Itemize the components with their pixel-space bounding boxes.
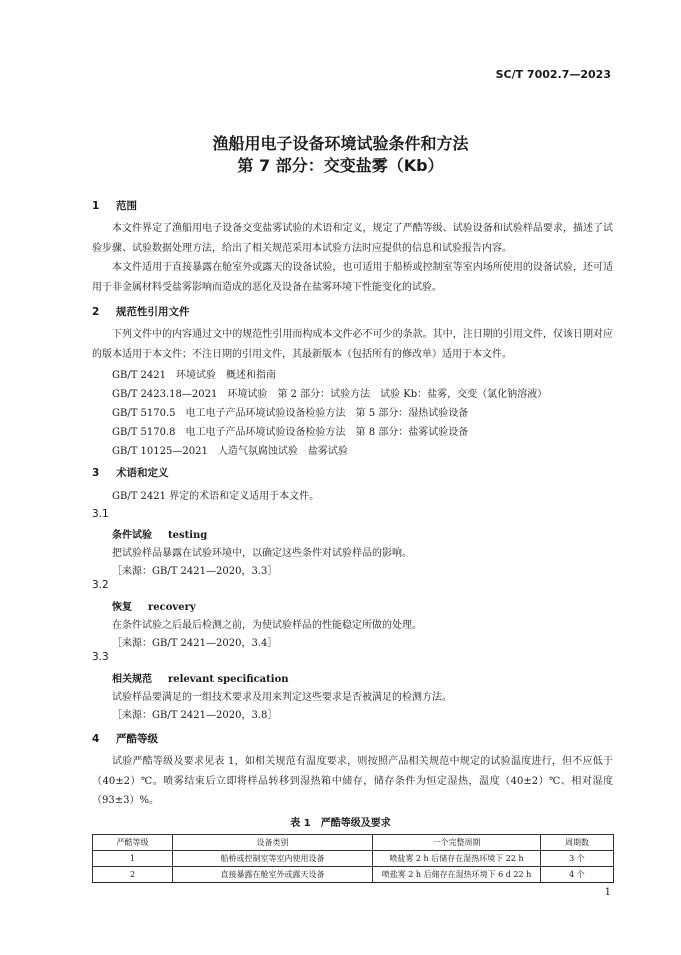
- document-title: 渔船用电子设备环境试验条件和方法: [212, 134, 469, 153]
- severity-paragraph: 试验严酷等级及要求见表 1，如相关规范有温度要求，则按照产品相关规范中规定的试验温度进行，但不应低于（40±2）℃。喷雾结束后立即将样品转移到湿热箱中储存，储存条件为恒定湿热，温度（40±2）℃、相对湿度（93±3）%。: [92, 756, 613, 806]
- reference-item: GB/T 2421 环境试验 概述和指南: [112, 370, 277, 381]
- table-cell: 喷盐雾 2 h 后储存在湿热环境下 22 h: [373, 851, 541, 867]
- table-row: [93, 867, 614, 883]
- term-source: ［来源：GB/T 2421—2020，3.4］: [112, 638, 278, 649]
- term-entry: 条件试验 testing: [112, 530, 208, 541]
- term-entry: 相关规范 relevant specification: [112, 674, 289, 685]
- table-cell: 直接暴露在舱室外或露天设备: [173, 867, 373, 883]
- section-heading-4: 4 严酷等级: [92, 733, 158, 745]
- table-row: [93, 851, 614, 867]
- table-header-cell: 周期数: [541, 835, 614, 851]
- table-cell: 船桥或控制室等室内使用设备: [173, 851, 373, 867]
- term-source: ［来源：GB/T 2421—2020，3.3］: [112, 566, 278, 577]
- reference-item: GB/T 10125—2021 人造气氛腐蚀试验 盐雾试验: [112, 446, 348, 457]
- table-cell: 4 个: [541, 867, 614, 883]
- reference-item: GB/T 5170.5 电工电子产品环境试验设备检验方法 第 5 部分：湿热试验设备: [112, 408, 469, 419]
- normative-paragraph: 下列文件中的内容通过文中的规范性引用而构成本文件必不可少的条款。其中，注日期的引用文件，仅该日期对应的版本适用于本文件；不注日期的引用文件，其最新版本（包括所有的修改单）适用于本文件。: [92, 329, 613, 360]
- term-number: 3.3: [92, 651, 109, 663]
- term-definition: 试验样品要满足的一组技术要求及用来判定这些要求是否被满足的检测方法。: [112, 692, 452, 703]
- scope-paragraph-1: 本文件界定了渔船用电子设备交变盐雾试验的术语和定义，规定了严酷等级、试验设备和试验样品要求，描述了试验步骤、试验数据处理方法，给出了相关规范采用本试验方法时应提供的信息和试验报告内容。: [92, 223, 613, 254]
- page-number: 1: [604, 887, 611, 898]
- scope-paragraph-2: 本文件适用于直接暴露在舱室外或露天的设备试验，也可适用于船桥或控制室等室内场所使用的设备试验，还可适用于非金属材料受盐雾影响而造成的恶化及设备在盐雾环境下性能变化的试验。: [92, 262, 613, 293]
- table-header-cell: 一个完整周期: [373, 835, 541, 851]
- severity-table: [92, 834, 614, 883]
- standard-code: SC/T 7002.7—2023: [495, 68, 611, 81]
- document-subtitle: 第 7 部分：交变盐雾（Kb）: [237, 156, 444, 175]
- table-cell: 1: [93, 851, 173, 867]
- term-definition: 在条件试验之后最后检测之前，为使试验样品的性能稳定所做的处理。: [112, 620, 422, 631]
- table-cell: 喷盐雾 2 h 后储存在湿热环境下 6 d 22 h: [373, 867, 541, 883]
- terms-intro: GB/T 2421 界定的术语和定义适用于本文件。: [112, 491, 320, 502]
- table-header-cell: 设备类别: [173, 835, 373, 851]
- reference-item: GB/T 5170.8 电工电子产品环境试验设备检验方法 第 8 部分：盐雾试验设备: [112, 427, 469, 438]
- reference-item: GB/T 2423.18—2021 环境试验 第 2 部分：试验方法 试验 Kb：盐雾，交变（氯化钠溶液）: [112, 389, 548, 400]
- table-header-cell: 严酷等级: [93, 835, 173, 851]
- section-heading-3: 3 术语和定义: [92, 467, 169, 479]
- term-definition: 把试验样品暴露在试验环境中，以确定这些条件对试验样品的影响。: [112, 548, 412, 559]
- term-entry: 恢复 recovery: [112, 602, 196, 613]
- section-heading-1: 1 范围: [92, 200, 137, 212]
- term-source: ［来源：GB/T 2421—2020，3.8］: [112, 710, 278, 721]
- table-cell: 2: [93, 867, 173, 883]
- table-header-row: [93, 835, 614, 851]
- term-number: 3.1: [92, 508, 109, 520]
- table-caption: 表 1 严酷等级及要求: [290, 818, 391, 829]
- table-cell: 3 个: [541, 851, 614, 867]
- term-number: 3.2: [92, 579, 109, 591]
- section-heading-2: 2 规范性引用文件: [92, 306, 190, 318]
